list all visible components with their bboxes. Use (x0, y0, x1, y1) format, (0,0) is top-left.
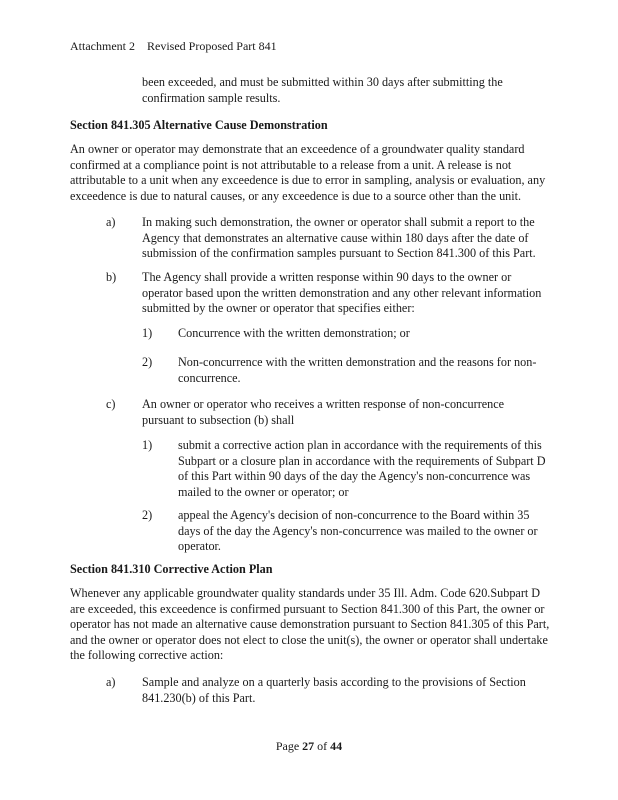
item-310a-text: Sample and analyze on a quarterly basis according to the provisions of Section 841.230(b) of this Part. (142, 675, 526, 705)
item-b-text: The Agency shall provide a written response within 90 days to the owner or operator based upon the written demonstration and any other relevant information submitted by the owner or operator that specifies either: (142, 270, 542, 315)
item-a-label: a) (106, 215, 116, 229)
item-b-label: b) (106, 270, 117, 284)
page-footer (0, 739, 618, 754)
header-attachment: Attachment 2 (70, 39, 135, 53)
item-c1-label: 1) (142, 438, 153, 452)
footer-prefix: Page (275, 739, 300, 753)
section-305-body: An owner or operator may demonstrate that an exceedence of a groundwater quality standard confirmed at a compliance point is not attributable to a release from a unit. A release is not attributable to a unit when any exceedence is due to error in sampling, analysis or evaluation, any exceedence is due to natural causes, or any exceedence is due to a source other than the unit. (70, 142, 546, 203)
page-header (70, 39, 277, 54)
item-310a-label: a) (106, 675, 116, 689)
footer-page-number: 27 (302, 739, 315, 753)
header-title: Revised Proposed Part 841 (146, 39, 277, 53)
item-c2-label: 2) (142, 508, 153, 522)
intro-paragraph: been exceeded, and must be submitted within 30 days after submitting the confirmation sample results. (142, 75, 503, 105)
item-c2-text: appeal the Agency's decision of non-concurrence to the Board within 35 days of the day the Agency's non-concurrence was mailed to the owner or operator. (178, 508, 538, 553)
section-310-heading: Section 841.310 Corrective Action Plan (70, 562, 273, 576)
item-b1-label: 1) (142, 326, 153, 340)
section-305-heading: Section 841.305 Alternative Cause Demonstration (70, 118, 328, 132)
footer-of: of (317, 739, 328, 753)
item-b2-text: Non-concurrence with the written demonstration and the reasons for non-concurrence. (178, 355, 537, 385)
item-c1-text: submit a corrective action plan in accordance with the requirements of this Subpart or a closure plan in accordance with the requirements of Subpart D of this Part within 90 days of the day the Agency's non-concurrence was mailed to the owner or operator; or (178, 438, 546, 499)
item-c-text: An owner or operator who receives a written response of non-concurrence pursuant to subsection (b) shall (142, 397, 505, 427)
item-a-text: In making such demonstration, the owner or operator shall submit a report to the Agency that demonstrates an alternative cause within 180 days after the date of submission of the confirmation samples pursuant to Section 841.300 of this Part. (142, 215, 536, 260)
footer-total-pages: 44 (330, 739, 343, 753)
item-c-label: c) (106, 397, 116, 411)
section-310-body: Whenever any applicable groundwater quality standards under 35 Ill. Adm. Code 620.Subpart D are exceeded, this exceedence is confirmed pursuant to Section 841.300 of this Part, the owner or operator has not made an alternative cause demonstration pursuant to Section 841.305 of this Part, and the owner or operator does not elect to close the unit(s), the owner or operator shall undertake the following corrective action: (70, 586, 550, 662)
item-b1-text: Concurrence with the written demonstration; or (178, 326, 410, 340)
item-b2-label: 2) (142, 355, 153, 369)
